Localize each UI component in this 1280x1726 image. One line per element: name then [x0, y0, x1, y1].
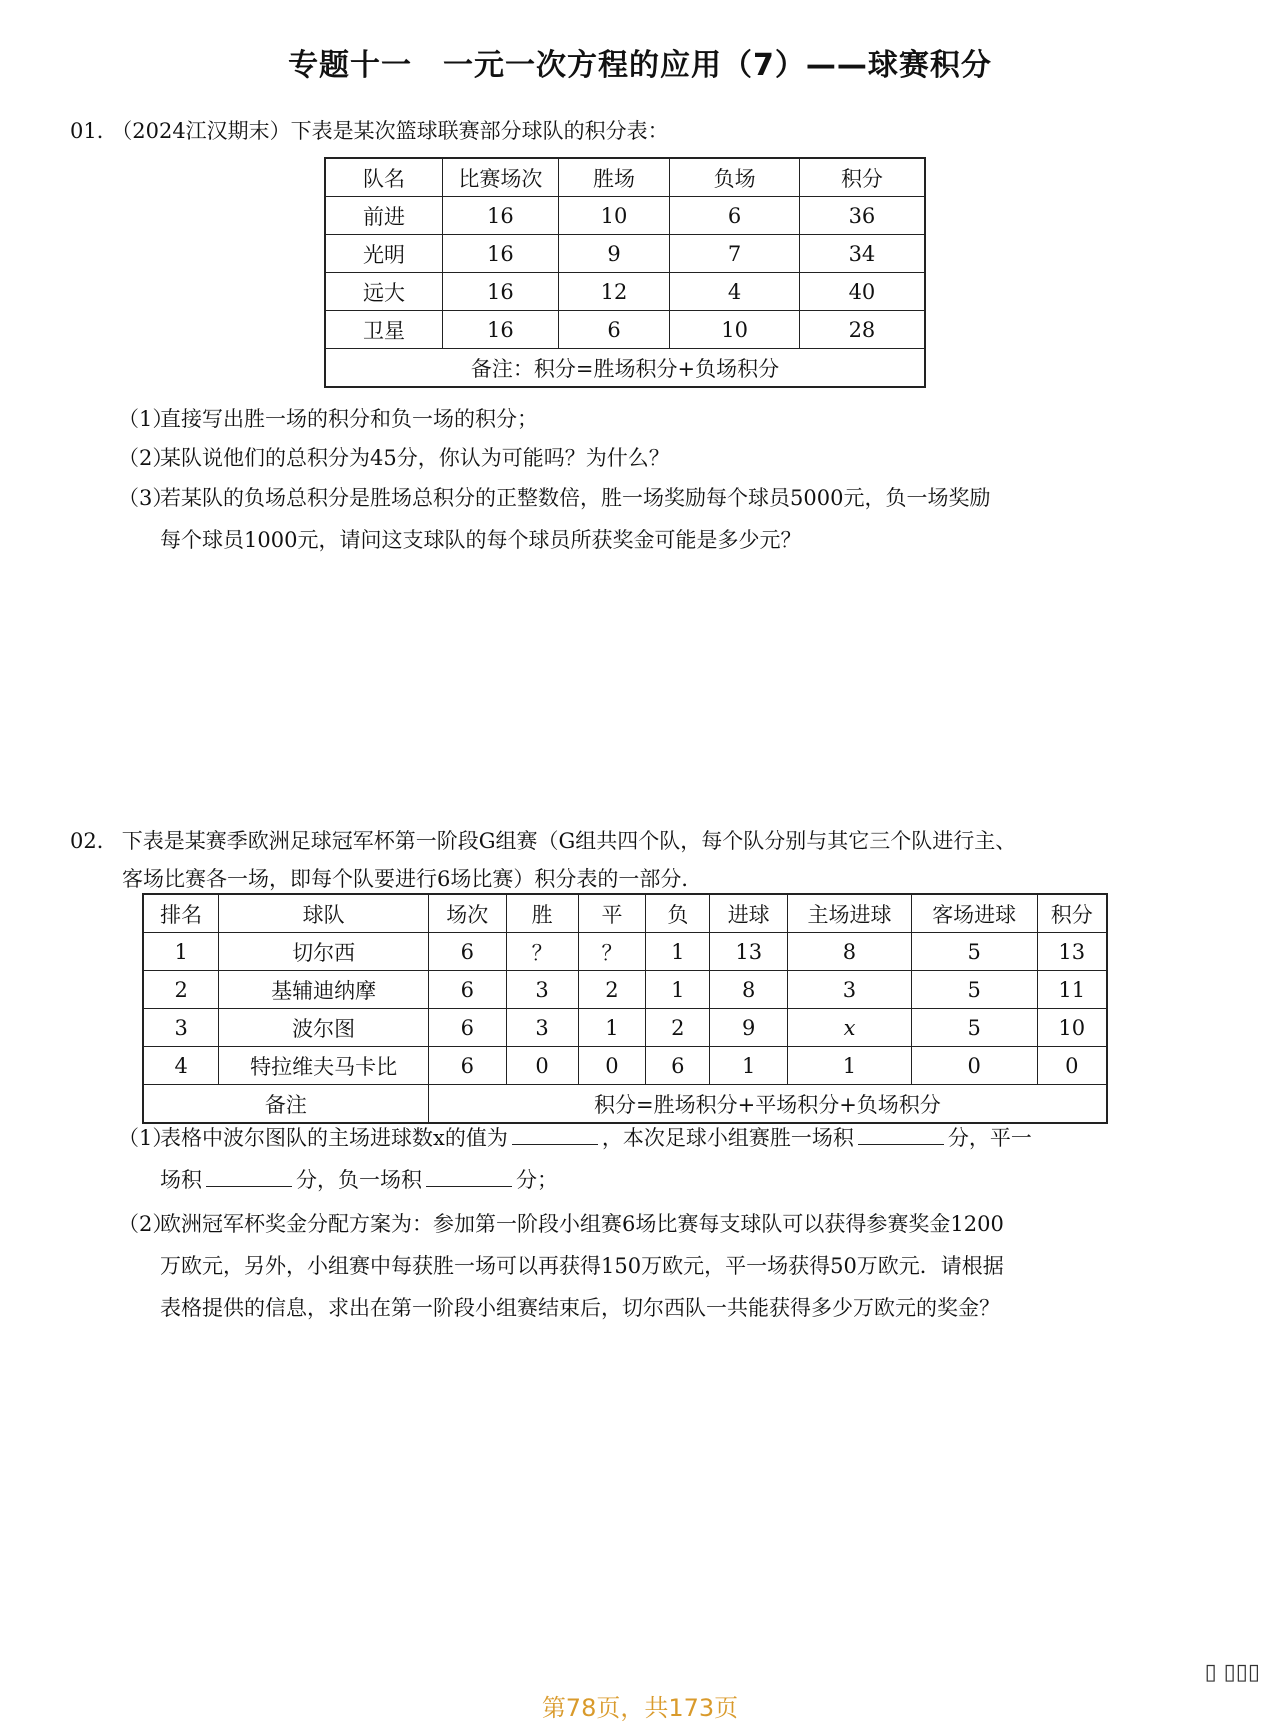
header-cell: 球队: [219, 894, 428, 933]
table-cell: 28: [799, 311, 925, 349]
header-cell: 比赛场次: [443, 158, 559, 197]
header-cell: 队名: [325, 158, 443, 197]
table-cell: 切尔西: [219, 933, 428, 971]
part-text-line3: 表格提供的信息，求出在第一阶段小组赛结束后，切尔西队一共能获得多少万欧元的奖金？: [160, 1296, 1000, 1320]
table-cell: 1: [578, 1009, 646, 1047]
table-cell: ？: [578, 933, 646, 971]
part-text: 欧洲冠军杯奖金分配方案为：参加第一阶段小组赛6场比赛每支球队可以获得参赛奖金1200: [160, 1212, 1004, 1236]
part-text: 场积: [160, 1168, 202, 1192]
header-cell: 负: [646, 894, 710, 933]
part-label: （2）: [118, 1212, 174, 1236]
table-cell: 16: [443, 235, 559, 273]
table-cell: 6: [646, 1047, 710, 1085]
table-cell: 16: [443, 311, 559, 349]
table-cell: x: [788, 1009, 912, 1047]
table-cell: 前进: [325, 197, 443, 235]
part-text-line2: 每个球员1000元，请问这支球队的每个球员所获奖金可能是多少元？: [160, 528, 802, 552]
part-label: （2）: [118, 446, 174, 470]
header-cell: 进球: [710, 894, 788, 933]
header-cell: 平: [578, 894, 646, 933]
table-cell: 40: [799, 273, 925, 311]
part-text: 若某队的负场总积分是胜场总积分的正整数倍，胜一场奖励每个球员5000元，负一场奖励: [160, 486, 991, 510]
q1-part-3: [118, 477, 1178, 561]
answer-blank-loss[interactable]: [426, 1164, 512, 1187]
table-cell: 5: [911, 933, 1037, 971]
table-cell: 波尔图: [219, 1009, 428, 1047]
table-cell: 5: [911, 971, 1037, 1009]
table-row: [325, 235, 925, 273]
table-cell: 34: [799, 235, 925, 273]
header-cell: 积分: [799, 158, 925, 197]
table-row: [325, 311, 925, 349]
part-text: 分，平一: [947, 1126, 1032, 1150]
q2-part-1: [118, 1117, 1178, 1201]
part-text: ，本次足球小组赛胜一场积: [601, 1126, 854, 1150]
table-cell: 36: [799, 197, 925, 235]
header-cell: 场次: [428, 894, 506, 933]
q2-stem: [70, 822, 1016, 898]
q1-number: 01．: [70, 119, 118, 143]
table-cell: 光明: [325, 235, 443, 273]
table-row: [143, 1047, 1107, 1085]
table-cell: 6: [670, 197, 800, 235]
table-cell: 3: [506, 971, 578, 1009]
table-cell: 1: [646, 971, 710, 1009]
table-cell: 2: [143, 971, 219, 1009]
page-title: 专题十一 一元一次方程的应用（7）——球赛积分: [288, 48, 992, 83]
table-cell: 6: [558, 311, 670, 349]
table-cell: 远大: [325, 273, 443, 311]
table-cell: 卫星: [325, 311, 443, 349]
q1-stem: [70, 112, 669, 150]
table-note: 备注：积分=胜场积分+负场积分: [325, 349, 925, 388]
q2-table: [142, 893, 1108, 1124]
table-cell: 11: [1037, 971, 1107, 1009]
header-cell: 积分: [1037, 894, 1107, 933]
part-text-line2: 万欧元，另外，小组赛中每获胜一场可以再获得150万欧元，平一场获得50万欧元．请根据: [160, 1254, 1004, 1278]
table-cell: 4: [670, 273, 800, 311]
table-cell: 6: [428, 1047, 506, 1085]
table-cell: 13: [1037, 933, 1107, 971]
part-label: （1）: [118, 407, 174, 431]
table-row: [143, 1009, 1107, 1047]
answer-blank-win[interactable]: [858, 1122, 944, 1145]
part-text: 分；: [516, 1168, 558, 1192]
header-cell: 胜: [506, 894, 578, 933]
table-cell: 5: [911, 1009, 1037, 1047]
part-label: （1）: [118, 1126, 174, 1150]
table-cell: 7: [670, 235, 800, 273]
header-cell: 胜场: [558, 158, 670, 197]
table-cell: 9: [710, 1009, 788, 1047]
table-note-label: 备注: [143, 1085, 428, 1124]
table-cell: 基辅迪纳摩: [219, 971, 428, 1009]
table-cell: 6: [428, 971, 506, 1009]
part-text: 表格中波尔图队的主场进球数x的值为: [160, 1126, 508, 1150]
table-header-row: [325, 158, 925, 197]
table-cell: 2: [578, 971, 646, 1009]
q2-number: 02．: [70, 829, 118, 853]
q1-stem-text: （2024江汉期末）下表是某次篮球联赛部分球队的积分表：: [121, 119, 669, 143]
table-cell: 10: [670, 311, 800, 349]
table-cell: 6: [428, 1009, 506, 1047]
table-header-row: [143, 894, 1107, 933]
table-note-row: [325, 349, 925, 388]
table-cell: 4: [143, 1047, 219, 1085]
table-cell: 0: [911, 1047, 1037, 1085]
part-text: 直接写出胜一场的积分和负一场的积分；: [160, 407, 538, 431]
table-cell: 2: [646, 1009, 710, 1047]
table-cell: ？: [506, 933, 578, 971]
table-row: [325, 197, 925, 235]
q1-part-2: [118, 437, 1178, 479]
q1-part-1: [118, 398, 1178, 440]
part-text: 某队说他们的总积分为45分，你认为可能吗？为什么？: [160, 446, 670, 470]
table-cell: 1: [710, 1047, 788, 1085]
q1-table: [324, 157, 926, 388]
page-indicator: 第78页，共173页: [541, 1694, 739, 1722]
table-cell: 10: [558, 197, 670, 235]
table-cell: 3: [788, 971, 912, 1009]
table-cell: 0: [578, 1047, 646, 1085]
table-cell: 0: [1037, 1047, 1107, 1085]
q2-stem-line1: 下表是某赛季欧洲足球冠军杯第一阶段G组赛（G组共四个队，每个队分别与其它三个队进行主、: [121, 829, 1017, 853]
table-cell: 1: [646, 933, 710, 971]
q2-part-2: [118, 1203, 1178, 1329]
table-cell: 10: [1037, 1009, 1107, 1047]
table-row: [143, 933, 1107, 971]
table-row: [325, 273, 925, 311]
part-label: （3）: [118, 486, 174, 510]
table-cell: 3: [506, 1009, 578, 1047]
table-cell: 特拉维夫马卡比: [219, 1047, 428, 1085]
table-cell: 6: [428, 933, 506, 971]
table-row: [143, 971, 1107, 1009]
table-note: 积分=胜场积分+平场积分+负场积分: [428, 1085, 1107, 1124]
header-cell: 客场进球: [911, 894, 1037, 933]
q2-stem-line2: 客场比赛各一场，即每个队要进行6场比赛）积分表的一部分．: [122, 867, 703, 891]
table-cell: 3: [143, 1009, 219, 1047]
header-cell: 负场: [670, 158, 800, 197]
answer-blank-x[interactable]: [512, 1122, 598, 1145]
table-cell: 0: [506, 1047, 578, 1085]
table-cell: 8: [710, 971, 788, 1009]
answer-blank-draw[interactable]: [206, 1164, 292, 1187]
part-text: 分，负一场积: [296, 1168, 422, 1192]
table-cell: 16: [443, 273, 559, 311]
header-cell: 主场进球: [788, 894, 912, 933]
table-cell: 1: [788, 1047, 912, 1085]
table-cell: 9: [558, 235, 670, 273]
table-cell: 12: [558, 273, 670, 311]
table-cell: 16: [443, 197, 559, 235]
table-cell: 1: [143, 933, 219, 971]
table-cell: 8: [788, 933, 912, 971]
table-cell: 13: [710, 933, 788, 971]
scroll-indicator-icon: ▯ ▯▯▯: [1204, 1660, 1260, 1685]
header-cell: 排名: [143, 894, 219, 933]
